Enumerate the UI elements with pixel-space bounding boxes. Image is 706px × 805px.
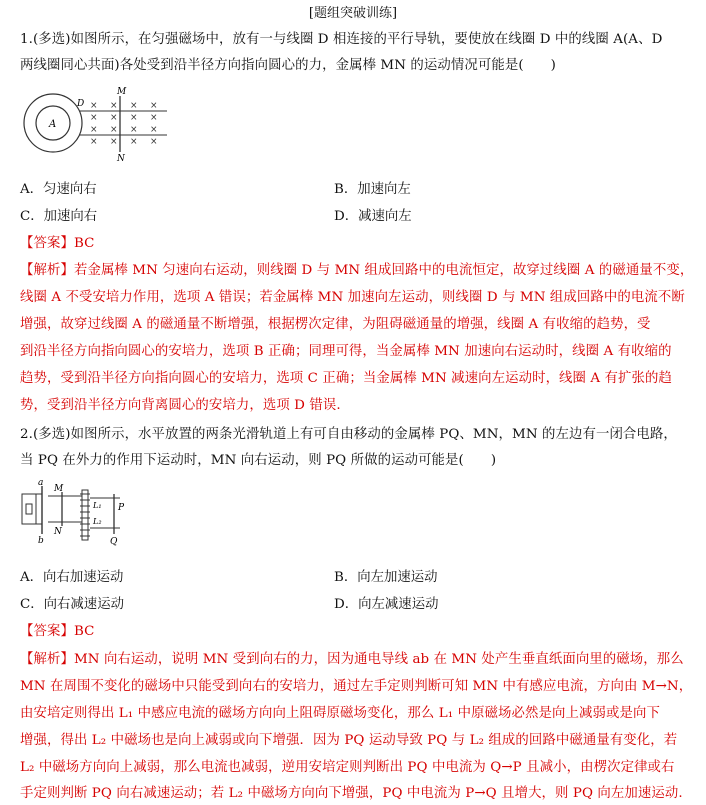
q2-analysis-line-6: 手定则判断 PQ 向右减速运动；若 L₂ 中磁场方向向下增强，PQ 中电流为 P→Q 且增大，则 PQ 向左加速运动. [20, 786, 683, 801]
field-cross-mark: × [150, 125, 158, 135]
field-cross-mark: × [90, 113, 98, 123]
field-cross-mark: × [90, 101, 98, 111]
q1-analysis-line-4: 到沿半径方向指向圆心的安培力，选项 B 正确；同理可得，当金属棒 MN 加速向右运动时，线圈 A 有收缩的 [20, 344, 672, 359]
q1-label-a: A [49, 119, 57, 130]
q1-option-a: A．匀速向右 [20, 182, 97, 197]
q1-label-n: N [117, 154, 125, 164]
q1-analysis-line-6: 势，受到沿半径方向背离圆心的安培力，选项 D 错误. [20, 398, 341, 413]
field-cross-mark: × [150, 101, 158, 111]
q1-option-b: B．加速向左 [334, 182, 411, 197]
q1-analysis-line-1: 【解析】若金属棒 MN 匀速向右运动，则线圈 D 与 MN 组成回路中的电流恒定，故穿过线圈 A 的磁通量不变， [20, 263, 694, 278]
q2-figure-svg [18, 476, 130, 548]
q2-label-l1: L₁ [93, 501, 102, 510]
q2-option-a: A．向右加速运动 [20, 570, 124, 585]
q2-label-b: b [38, 536, 44, 546]
field-cross-mark: × [150, 137, 158, 147]
q1-label-m: M [117, 87, 127, 97]
q2-analysis-line-2: MN 在周围不变化的磁场中只能受到向右的安培力，通过左手定则判断可知 MN 中有感应电流，方向由 M→N， [20, 679, 693, 694]
q2-analysis-line-3: 由安培定则得出 L₁ 中感应电流的磁场方向向上阻碍原磁场变化，那么 L₁ 中原磁场必然是向上减弱或是向下 [20, 706, 660, 721]
q2-stem-line-2: 当 PQ 在外力的作用下运动时，MN 向右运动，则 PQ 所做的运动可能是( ) [20, 453, 497, 468]
q1-stem-line-1: 1.(多选)如图所示，在匀强磁场中，放有一与线圈 D 相连接的平行导轨，要使放在线圈 D 中的线圈 A(A、D [20, 32, 663, 47]
q1-figure [22, 84, 167, 164]
q1-option-d: D．减速向左 [334, 209, 412, 224]
field-cross-mark: × [130, 113, 138, 123]
field-cross-mark: × [130, 125, 138, 135]
q1-analysis-line-2: 线圈 A 不受安培力作用，选项 A 错误；若金属棒 MN 加速向左运动，则线圈 D 与 MN 组成回路中的电流不断 [20, 290, 685, 305]
q2-label-a: a [38, 478, 44, 488]
q1-option-c: C．加速向右 [20, 209, 98, 224]
q2-option-c: C．向右减速运动 [20, 597, 124, 612]
q1-label-d: D [77, 99, 85, 109]
field-cross-mark: × [150, 113, 158, 123]
q2-label-q: Q [110, 537, 118, 547]
q2-analysis-line-5: L₂ 中磁场方向向上减弱，那么电流也减弱，逆用安培定则判断出 PQ 中电流为 Q→P 且减小，由楞次定律或右 [20, 760, 675, 775]
field-cross-mark: × [90, 125, 98, 135]
q2-label-m: M [54, 484, 64, 494]
field-cross-mark: × [110, 101, 118, 111]
q2-option-d: D．向左减速运动 [334, 597, 439, 612]
q2-option-b: B．向左加速运动 [334, 570, 438, 585]
q1-stem-line-2: 两线圈同心共面)各处受到沿半径方向指向圆心的力，金属棒 MN 的运动情况可能是( ) [20, 58, 556, 73]
q2-analysis-line-1: 【解析】MN 向右运动，说明 MN 受到向右的力，因为通电导线 ab 在 MN 处产生垂直纸面向里的磁场，那么 [20, 652, 684, 667]
q2-analysis-line-4: 增强，得出 L₂ 中磁场也是向上减弱或向下增强．因为 PQ 运动导致 PQ 与 L₂ 组成的回路中磁通量有变化，若 [20, 733, 678, 748]
field-cross-mark: × [110, 113, 118, 123]
q1-figure-svg [22, 84, 167, 164]
q1-answer: 【答案】BC [20, 236, 95, 251]
field-cross-mark: × [110, 125, 118, 135]
q2-label-n: N [54, 527, 62, 537]
q1-analysis-line-3: 增强，故穿过线圈 A 的磁通量不断增强，根据楞次定律，为阻碍磁通量的增强，线圈 A 有收缩的趋势，受 [20, 317, 651, 332]
q2-answer: 【答案】BC [20, 624, 95, 639]
field-cross-mark: × [90, 137, 98, 147]
q2-figure [18, 476, 130, 548]
q2-label-l2: L₂ [93, 517, 102, 526]
section-title: [题组突破训练] [308, 6, 398, 21]
q2-stem-line-1: 2.(多选)如图所示，水平放置的两条光滑轨道上有可自由移动的金属棒 PQ、MN，MN 的左边有一闭合电路， [20, 427, 677, 442]
field-cross-mark: × [130, 101, 138, 111]
field-cross-mark: × [130, 137, 138, 147]
q1-analysis-line-5: 趋势，受到沿半径方向指向圆心的安培力，选项 C 正确；当金属棒 MN 减速向左运动时，线圈 A 有扩张的趋 [20, 371, 672, 386]
field-cross-mark: × [110, 137, 118, 147]
q2-label-p: P [118, 503, 125, 513]
